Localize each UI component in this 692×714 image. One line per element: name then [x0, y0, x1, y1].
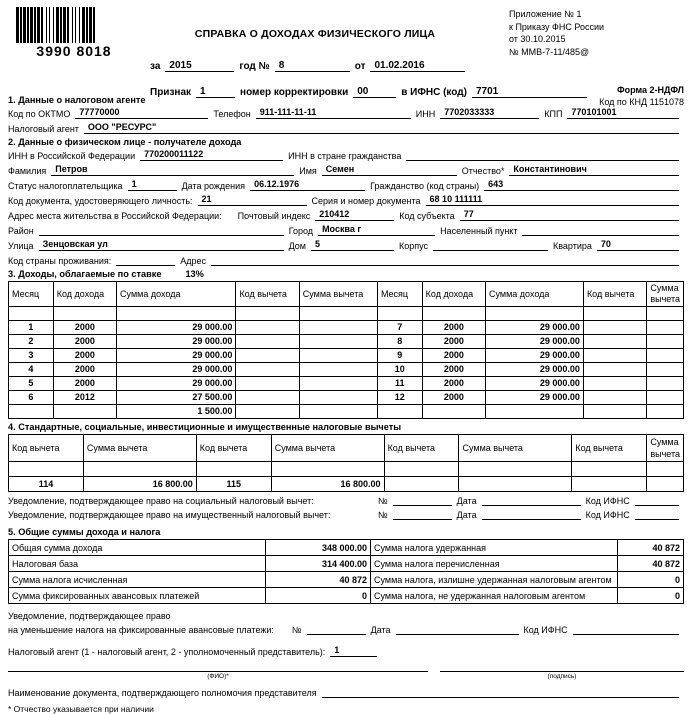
deduction-code-cell[interactable]	[583, 405, 646, 419]
totals-right-label: Сумма налога, излишне удержанная налоговым агентом	[371, 572, 618, 588]
footer-notice-line1: Уведомление, подтверждающее право	[8, 611, 171, 621]
inn-rf-input[interactable]: 770200011122	[140, 149, 283, 161]
doc-code-label: Код документа, удостоверяющего личность:	[8, 196, 193, 206]
section2-row-status	[8, 179, 684, 191]
barcode-bars	[16, 7, 132, 43]
deduction-code-cell[interactable]	[572, 477, 647, 492]
table-row	[9, 588, 684, 604]
inn-label: ИНН	[415, 109, 436, 119]
section5-title: 5. Общие суммы дохода и налога	[8, 527, 161, 537]
city-input[interactable]: Москва г	[318, 224, 435, 236]
notice-property-date-input[interactable]	[482, 508, 581, 520]
footer-notice-line2: на уменьшение налога на фиксированные авансовые платежи:	[8, 625, 274, 635]
deduction-code-cell[interactable]	[236, 321, 299, 335]
deduction-sum-cell[interactable]	[647, 477, 684, 492]
cell	[459, 462, 572, 477]
house-label: Дом	[288, 241, 306, 251]
deduction-sum-cell[interactable]	[647, 377, 684, 391]
ifns-input[interactable]: 7701	[472, 86, 587, 98]
notice-property-label: Уведомление, подтверждающее право на имущественный налоговый вычет:	[8, 510, 331, 520]
totals-left-label: Налоговая база	[9, 556, 266, 572]
firstname-label: Имя	[299, 166, 317, 176]
table-row	[9, 462, 684, 477]
deduction-sum-cell[interactable]	[647, 391, 684, 405]
col-month-right: Месяц	[377, 282, 422, 307]
income-month-cell[interactable]: 1	[9, 321, 54, 335]
table-row	[9, 405, 684, 419]
col-ded-code-2: Код вычета	[196, 435, 271, 462]
doc-name-row	[8, 686, 684, 698]
income-sum-cell[interactable]: 29 000.00	[117, 377, 236, 391]
cell	[9, 462, 84, 477]
notice-property-row	[8, 508, 684, 520]
footer-notice-block	[8, 611, 684, 635]
firstname-input[interactable]: Семен	[322, 164, 457, 176]
district-input[interactable]	[39, 224, 284, 236]
correction-input[interactable]: 00	[353, 86, 396, 98]
income-month-cell[interactable]: 2	[9, 335, 54, 349]
col-ded-code-right: Код вычета	[583, 282, 646, 307]
deduction-sum-cell[interactable]: 16 800.00	[271, 477, 384, 492]
date-label: от	[354, 61, 366, 72]
deduction-code-cell[interactable]	[583, 321, 646, 335]
year-label: за	[150, 61, 161, 72]
col-ded-sum-left: Сумма вычета	[299, 282, 377, 307]
barcode-number: 3990 8018	[36, 43, 112, 59]
table-row	[9, 540, 684, 556]
form-code-block	[509, 84, 684, 108]
income-sum-cell[interactable]: 29 000.00	[485, 349, 583, 363]
priznak-label: Признак	[150, 87, 192, 98]
deduction-code-cell[interactable]	[583, 391, 646, 405]
notice-property-ifns-label: Код ИФНС	[585, 510, 630, 520]
table-row	[9, 349, 684, 363]
deduction-code-cell[interactable]	[236, 405, 299, 419]
deduction-sum-cell[interactable]	[459, 477, 572, 492]
tax-agent-label: Налоговый агент	[8, 124, 79, 134]
footer-notice-no-input[interactable]	[307, 623, 366, 635]
fio-caption: (ФИО)*	[207, 673, 229, 680]
phone-label: Телефон	[213, 109, 251, 119]
doc-name-label: Наименование документа, подтверждающего полномочия представителя	[8, 688, 317, 698]
building-input[interactable]	[433, 239, 548, 251]
appendix-line-3: от 30.10.2015	[509, 34, 566, 44]
income-sum-cell[interactable]: 29 000.00	[117, 363, 236, 377]
signature-field[interactable]	[440, 671, 684, 680]
residence-address-label: Адрес	[180, 256, 207, 266]
totals-left-label: Сумма налога исчисленная	[9, 572, 266, 588]
region-code-label: Код субъекта	[399, 211, 455, 221]
deduction-code-cell[interactable]	[583, 363, 646, 377]
inn-input[interactable]: 7702033333	[440, 107, 539, 119]
totals-right-label: Сумма налога, не удержанная налоговым агентом	[371, 588, 618, 604]
inn-country-label: ИНН в стране гражданства	[288, 151, 402, 161]
totals-left-value[interactable]: 0	[266, 588, 371, 604]
table-row	[9, 363, 684, 377]
section2-row-street	[8, 239, 684, 251]
phone-input[interactable]: 911-111-11-11	[256, 107, 411, 119]
notice-social-date-label: Дата	[456, 496, 477, 506]
deduction-code-cell[interactable]	[583, 349, 646, 363]
income-code-cell[interactable]: 2000	[422, 349, 485, 363]
deduction-sum-cell[interactable]	[647, 335, 684, 349]
cell	[384, 462, 459, 477]
deduction-sum-cell[interactable]: 16 800.00	[83, 477, 196, 492]
deduction-code-cell[interactable]	[384, 477, 459, 492]
income-sum-cell[interactable]: 29 000.00	[117, 349, 236, 363]
col-income-sum-left: Сумма дохода	[117, 282, 236, 307]
fio-signature-field[interactable]	[8, 671, 428, 680]
kpp-label: КПП	[544, 109, 563, 119]
flat-label: Квартира	[552, 241, 592, 251]
street-label: Улица	[8, 241, 34, 251]
income-month-cell[interactable]	[377, 405, 422, 419]
income-table	[8, 281, 684, 419]
residence-address-input[interactable]	[211, 254, 679, 266]
surname-input[interactable]: Петров	[51, 164, 294, 176]
totals-left-value[interactable]: 314 400.00	[266, 556, 371, 572]
citizenship-input[interactable]: 643	[484, 179, 679, 191]
page-title: СПРАВКА О ДОХОДАХ ФИЗИЧЕСКОГО ЛИЦА	[194, 28, 436, 40]
income-month-cell[interactable]	[9, 405, 54, 419]
income-month-cell[interactable]: 9	[377, 349, 422, 363]
income-sum-cell[interactable]: 27 500.00	[117, 391, 236, 405]
income-code-cell[interactable]: 2000	[422, 391, 485, 405]
street-input[interactable]: Зенцовская ул	[39, 239, 284, 251]
deduction-code-cell[interactable]	[236, 349, 299, 363]
cell	[9, 307, 54, 321]
deduction-code-cell[interactable]	[236, 391, 299, 405]
appendix-line-4: № ММВ-7-11/485@	[509, 46, 590, 57]
table-row	[9, 321, 684, 335]
section1-row-2	[8, 122, 684, 134]
section2-row-doc	[8, 194, 684, 206]
settlement-label: Населенный пункт	[440, 226, 518, 236]
section2-body	[8, 149, 684, 266]
deduction-sum-cell[interactable]	[299, 391, 377, 405]
region-code-input[interactable]: 77	[460, 209, 679, 221]
doc-series-label: Серия и номер документа	[311, 196, 421, 206]
citizenship-label: Гражданство (код страны)	[370, 181, 480, 191]
income-month-cell[interactable]: 12	[377, 391, 422, 405]
tax-agent-input[interactable]: ООО "РЕСУРС"	[84, 122, 679, 134]
section2-row-residence	[8, 254, 684, 266]
footnote: * Отчество указывается при наличии	[8, 704, 154, 714]
doc-name-input[interactable]	[322, 686, 679, 698]
income-sum-cell[interactable]	[485, 405, 583, 419]
inn-country-input[interactable]	[406, 149, 679, 161]
footer-notice-no-label: №	[291, 625, 302, 635]
income-month-cell[interactable]: 5	[9, 377, 54, 391]
income-table-header	[9, 282, 684, 307]
col-ded-sum-4: Сумма вычета	[647, 435, 684, 462]
section3-title-text: 3. Доходы, облагаемые по ставке	[8, 269, 162, 279]
income-code-cell[interactable]	[422, 405, 485, 419]
settlement-input[interactable]	[522, 224, 679, 236]
building-label: Корпус	[398, 241, 428, 251]
inn-rf-label: ИНН в Российской Федерации	[8, 151, 136, 161]
correction-label: номер корректировки	[240, 87, 349, 98]
god-no-label: год №	[239, 61, 270, 72]
section1-title: 1. Данные о налоговом агенте	[8, 95, 146, 105]
appendix-line-2: к Приказу ФНС России	[509, 21, 605, 32]
deductions-table	[8, 434, 684, 492]
patronymic-input[interactable]: Константинович	[509, 164, 679, 176]
kpp-input[interactable]: 770101001	[567, 107, 679, 119]
footer-notice-date-input[interactable]	[396, 623, 519, 635]
notice-property-ifns-input[interactable]	[635, 508, 679, 520]
totals-table	[8, 539, 684, 604]
col-ded-code-1: Код вычета	[9, 435, 84, 462]
barcode	[16, 7, 132, 59]
income-sum-cell[interactable]: 29 000.00	[485, 391, 583, 405]
totals-right-value[interactable]: 0	[618, 572, 684, 588]
section3-rate: 13%	[185, 269, 204, 279]
income-code-cell[interactable]: 2000	[422, 377, 485, 391]
deduction-sum-cell[interactable]	[647, 363, 684, 377]
priznak-row	[150, 86, 550, 98]
table-row	[9, 377, 684, 391]
cell	[583, 307, 646, 321]
oktmo-input[interactable]: 77770000	[75, 107, 208, 119]
appendix-line-1: Приложение № 1	[509, 9, 582, 19]
cell	[299, 307, 377, 321]
section2-row-city	[8, 224, 684, 236]
col-ded-sum-right: Сумма вычета	[647, 282, 684, 307]
notice-social-no-input[interactable]	[393, 494, 452, 506]
income-code-cell[interactable]: 2012	[53, 391, 116, 405]
doc-code-input[interactable]: 21	[198, 194, 307, 206]
house-input[interactable]: 5	[311, 239, 394, 251]
deduction-code-cell[interactable]	[236, 335, 299, 349]
cell	[647, 307, 684, 321]
income-sum-cell[interactable]: 1 500.00	[117, 405, 236, 419]
residence-country-label: Код страны проживания:	[8, 256, 112, 266]
cell	[196, 462, 271, 477]
taxpayer-status-input[interactable]: 1	[128, 179, 177, 191]
table-row	[9, 335, 684, 349]
table-row	[9, 572, 684, 588]
deduction-sum-cell[interactable]	[299, 377, 377, 391]
deduction-code-cell[interactable]	[236, 377, 299, 391]
col-ded-sum-1: Сумма вычета	[83, 435, 196, 462]
totals-left-label: Общая сумма дохода	[9, 540, 266, 556]
income-code-cell[interactable]: 2000	[53, 363, 116, 377]
cell	[236, 307, 299, 321]
income-sum-cell[interactable]: 29 000.00	[485, 321, 583, 335]
deduction-sum-cell[interactable]	[647, 349, 684, 363]
cell	[485, 307, 583, 321]
surname-label: Фамилия	[8, 166, 47, 176]
deductions-table-header	[9, 435, 684, 462]
section4-title: 4. Стандартные, социальные, инвестиционные и имущественные налоговые вычеты	[8, 422, 402, 432]
income-month-cell[interactable]: 4	[9, 363, 54, 377]
totals-right-value[interactable]: 40 872	[618, 540, 684, 556]
table-row	[9, 391, 684, 405]
district-label: Район	[8, 226, 34, 236]
knd-code: Код по КНД 1151078	[599, 97, 684, 107]
col-income-code-left: Код дохода	[53, 282, 116, 307]
section2-title: 2. Данные о физическом лице - получателе дохода	[8, 137, 242, 147]
income-sum-cell[interactable]: 29 000.00	[117, 321, 236, 335]
income-code-cell[interactable]: 2000	[53, 377, 116, 391]
birthdate-input[interactable]: 06.12.1976	[250, 179, 365, 191]
postal-input[interactable]: 210412	[315, 209, 394, 221]
section1-row-1	[8, 107, 684, 119]
section2-row-address	[8, 209, 684, 221]
deduction-code-cell[interactable]: 114	[9, 477, 84, 492]
city-label: Город	[288, 226, 314, 236]
ifns-label: в ИФНС (код)	[401, 87, 467, 98]
income-sum-cell[interactable]: 29 000.00	[485, 335, 583, 349]
income-code-cell[interactable]: 2000	[422, 363, 485, 377]
agent-type-input[interactable]: 1	[330, 645, 377, 657]
patronymic-label: Отчество*	[461, 166, 505, 176]
section1-body	[8, 107, 684, 134]
footer-notice-ifns-input[interactable]	[573, 623, 679, 635]
form-name: Форма 2-НДФЛ	[616, 85, 684, 95]
col-income-code-right: Код дохода	[422, 282, 485, 307]
income-month-cell[interactable]: 6	[9, 391, 54, 405]
cell	[647, 462, 684, 477]
agent-type-label: Налоговый агент (1 - налоговый агент, 2 - уполномоченный представитель):	[8, 647, 326, 657]
birthdate-label: Дата рождения	[181, 181, 246, 191]
notice-social-ifns-label: Код ИФНС	[585, 496, 630, 506]
income-month-cell[interactable]: 11	[377, 377, 422, 391]
deduction-code-cell[interactable]: 115	[196, 477, 271, 492]
notice-social-label: Уведомление, подтверждающее право на социальный налоговый вычет:	[8, 496, 314, 506]
section3-title	[8, 269, 692, 279]
totals-right-value[interactable]: 0	[618, 588, 684, 604]
notice-social-no-label: №	[378, 496, 388, 506]
deduction-sum-cell[interactable]	[299, 349, 377, 363]
footer-notice-date-label: Дата	[370, 625, 391, 635]
deduction-sum-cell[interactable]	[647, 405, 684, 419]
priznak-input[interactable]: 1	[196, 86, 235, 98]
notice-social-ifns-input[interactable]	[635, 494, 679, 506]
deductions-table-body	[9, 462, 684, 492]
income-sum-cell[interactable]: 29 000.00	[485, 363, 583, 377]
totals-right-label: Сумма налога перечисленная	[371, 556, 618, 572]
deduction-sum-cell[interactable]	[299, 321, 377, 335]
agent-type-row	[8, 645, 684, 657]
footer-notice-ifns-label: Код ИФНС	[523, 625, 568, 635]
deduction-sum-cell[interactable]	[299, 405, 377, 419]
income-month-cell[interactable]: 3	[9, 349, 54, 363]
totals-table-body	[9, 540, 684, 604]
cell	[271, 462, 384, 477]
totals-left-value[interactable]: 348 000.00	[266, 540, 371, 556]
income-code-cell[interactable]: 2000	[422, 335, 485, 349]
notice-property-no-input[interactable]	[393, 508, 452, 520]
income-code-cell[interactable]: 2000	[53, 349, 116, 363]
cell	[377, 307, 422, 321]
notice-social-date-input[interactable]	[482, 494, 581, 506]
taxpayer-status-label: Статус налогоплательщика	[8, 181, 123, 191]
footer-notice-line2-row	[8, 623, 684, 635]
cell	[53, 307, 116, 321]
flat-input[interactable]: 70	[597, 239, 679, 251]
deduction-sum-cell[interactable]	[299, 335, 377, 349]
signature-row	[8, 671, 684, 680]
income-code-cell[interactable]	[53, 405, 116, 419]
table-row	[9, 307, 684, 321]
doc-series-input[interactable]: 68 10 111111	[426, 194, 679, 206]
col-ded-code-4: Код вычета	[572, 435, 647, 462]
cell	[422, 307, 485, 321]
totals-left-label: Сумма фиксированных авансовых платежей	[9, 588, 266, 604]
totals-left-value[interactable]: 40 872	[266, 572, 371, 588]
deduction-sum-cell[interactable]	[647, 321, 684, 335]
oktmo-label: Код по ОКТМО	[8, 109, 71, 119]
cell	[572, 462, 647, 477]
postal-label: Почтовый индекс	[237, 211, 311, 221]
residence-country-input[interactable]	[116, 254, 175, 266]
table-row	[9, 556, 684, 572]
deduction-code-cell[interactable]	[583, 335, 646, 349]
appendix-block	[509, 8, 684, 58]
deduction-sum-cell[interactable]	[299, 363, 377, 377]
col-income-sum-right: Сумма дохода	[485, 282, 583, 307]
income-month-cell[interactable]: 10	[377, 363, 422, 377]
notice-property-date-label: Дата	[456, 510, 477, 520]
date-input[interactable]: 01.02.2016	[370, 60, 465, 72]
col-ded-sum-3: Сумма вычета	[459, 435, 572, 462]
cell	[83, 462, 196, 477]
deduction-code-cell[interactable]	[583, 377, 646, 391]
income-code-cell[interactable]: 2000	[53, 335, 116, 349]
year-row	[150, 60, 500, 72]
col-ded-code-3: Код вычета	[384, 435, 459, 462]
income-sum-cell[interactable]: 29 000.00	[117, 335, 236, 349]
notice-social-row	[8, 494, 684, 506]
god-no-input[interactable]: 8	[275, 60, 350, 72]
year-input[interactable]: 2015	[165, 60, 234, 72]
income-code-cell[interactable]: 2000	[53, 321, 116, 335]
signature-caption: (подпись)	[547, 673, 577, 680]
totals-right-value[interactable]: 40 872	[618, 556, 684, 572]
notice-property-no-label: №	[378, 510, 388, 520]
cell	[117, 307, 236, 321]
table-row	[9, 477, 684, 492]
col-month-left: Месяц	[9, 282, 54, 307]
section2-row-inn	[8, 149, 684, 161]
address-label: Адрес места жительства в Российской Федерации:	[8, 211, 222, 221]
income-sum-cell[interactable]: 29 000.00	[485, 377, 583, 391]
income-month-cell[interactable]: 7	[377, 321, 422, 335]
income-table-body	[9, 307, 684, 419]
section2-row-name	[8, 164, 684, 176]
col-ded-sum-2: Сумма вычета	[271, 435, 384, 462]
deduction-code-cell[interactable]	[236, 363, 299, 377]
income-code-cell[interactable]: 2000	[422, 321, 485, 335]
totals-right-label: Сумма налога удержанная	[371, 540, 618, 556]
income-month-cell[interactable]: 8	[377, 335, 422, 349]
col-ded-code-left: Код вычета	[236, 282, 299, 307]
